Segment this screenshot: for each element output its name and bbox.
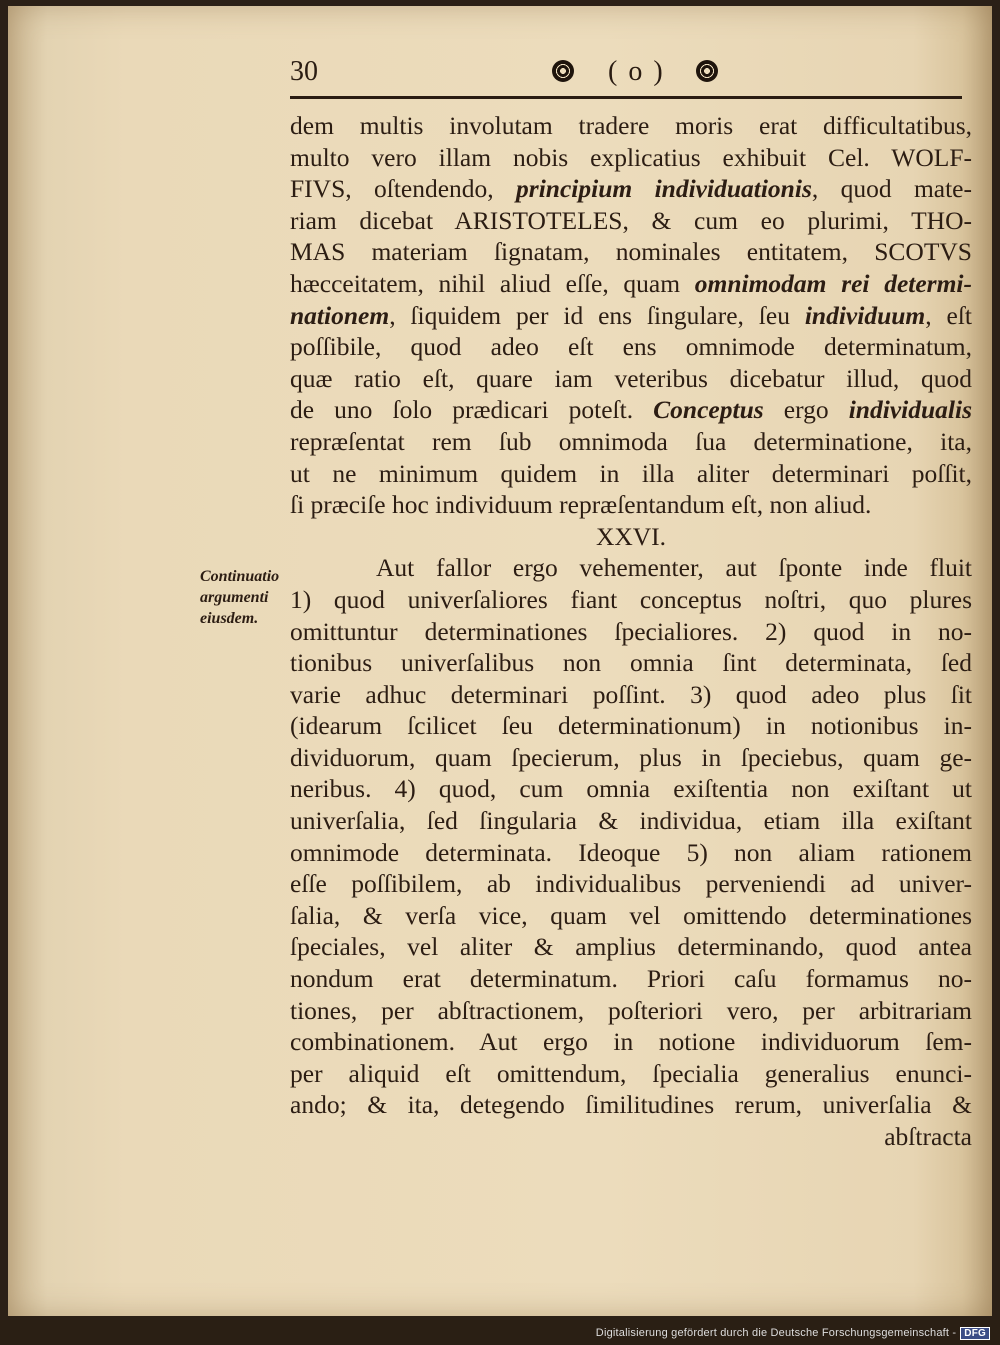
text-line	[290, 394, 972, 426]
text-span: dividuorum, quam ſpecierum, plus in ſpeciebus, quam ge-	[290, 742, 972, 772]
text-line	[290, 331, 972, 363]
text-line	[290, 426, 972, 458]
text-span: Aut fallor ergo vehementer, aut ſponte inde fluit	[376, 553, 972, 583]
text-span: ut ne minimum quidem in illa aliter determinari poſſit,	[290, 458, 972, 488]
text-line	[290, 173, 972, 205]
text-span: repræſentat rem ſub omnimoda ſua determinatione, ita,	[290, 426, 972, 456]
text-line	[290, 616, 972, 648]
margin-note-line: Continuatio	[200, 568, 280, 585]
text-line	[290, 205, 972, 237]
text-line	[290, 1089, 972, 1121]
text-span: abſtracta	[884, 1122, 972, 1151]
text-line	[290, 584, 972, 616]
margin-note-line: eiusdem.	[200, 610, 259, 627]
text-span: , eſt	[925, 300, 972, 330]
signature-mark: ( o )	[608, 56, 665, 87]
text-line	[290, 1058, 972, 1090]
page-header	[284, 54, 964, 94]
text-span: poſſibile, quod adeo eſt ens omnimode determinatum,	[290, 332, 972, 362]
text-line	[290, 742, 972, 774]
italic-span: Conceptus	[653, 395, 764, 425]
body-text	[290, 110, 972, 1153]
text-span: FIVS, oſtendendo,	[290, 174, 517, 204]
header-rule	[290, 96, 962, 99]
text-line	[290, 236, 972, 268]
page-number: 30	[290, 56, 318, 87]
text-span: (idearum ſcilicet ſeu determinationum) in notionibus in-	[290, 711, 972, 741]
text-span: tiones, per abſtractionem, poſteriori vero, per arbitrariam	[290, 995, 972, 1025]
text-span: de uno ſolo prædicari poteſt.	[290, 395, 654, 425]
text-line	[290, 552, 972, 584]
text-line	[290, 900, 972, 932]
text-span: ſi præciſe hoc individuum repræſentandum eſt, non aliud.	[290, 490, 872, 520]
text-line	[290, 647, 972, 679]
text-line	[290, 679, 972, 711]
text-line	[290, 363, 972, 395]
text-span: tionibus univerſalibus non omnia ſint determinata, ſed	[290, 648, 972, 678]
rosette-ornament-icon	[696, 60, 718, 82]
text-line	[290, 868, 972, 900]
footer-text: Digitalisierung gefördert durch die Deutsche Forschungsgemeinschaft -	[595, 1327, 957, 1339]
text-line	[290, 268, 972, 300]
text-span: per aliquid eſt omittendum, ſpecialia generalius enunci-	[290, 1058, 972, 1088]
text-line	[290, 1026, 972, 1058]
rosette-ornament-icon	[552, 60, 574, 82]
text-span: multo vero illam nobis explicatius exhibuit Cel. WOLF-	[290, 142, 972, 172]
text-line	[290, 458, 972, 490]
text-span: eſſe poſſibilem, ab individualibus perveniendi ad univer-	[290, 869, 972, 899]
text-line	[290, 837, 972, 869]
margin-note-line: argumenti	[200, 589, 269, 606]
text-span: neribus. 4) quod, cum omnia exiſtentia non exiſtant ut	[290, 774, 972, 804]
text-line	[290, 963, 972, 995]
text-line	[290, 489, 972, 521]
text-line	[290, 931, 972, 963]
text-line	[290, 773, 972, 805]
text-line	[290, 805, 972, 837]
text-span: ando; & ita, detegendo ſimilitudines rerum, univerſalia &	[290, 1090, 972, 1120]
text-line	[290, 995, 972, 1027]
text-span: MAS materiam ſignatam, nominales entitatem, SCOTVS	[290, 237, 972, 267]
text-span: varie adhuc determinari poſſint. 3) quod adeo plus ſit	[290, 679, 972, 709]
text-line	[290, 521, 972, 553]
italic-span: principium individuationis	[516, 174, 812, 204]
text-span: ſpeciales, vel aliter & amplius determinando, quod antea	[290, 932, 972, 962]
text-span: ergo	[763, 395, 849, 425]
text-span: combinationem. Aut ergo in notione individuorum ſem-	[290, 1027, 972, 1057]
text-span: riam dicebat ARISTOTELES, & cum eo plurimi, THO-	[290, 205, 972, 235]
text-span: , quod mate-	[811, 174, 972, 204]
text-span: XXVI.	[595, 521, 667, 551]
dfg-logo: DFG	[960, 1327, 990, 1340]
text-span: nondum erat determinatum. Priori caſu formamus no-	[290, 964, 972, 994]
text-span: ſalia, & verſa vice, quam vel omittendo determinationes	[290, 900, 972, 930]
italic-span: individuum	[804, 300, 926, 330]
text-span: omittuntur determinationes ſpecialiores. 2) quod in no-	[290, 616, 972, 646]
text-line	[290, 300, 972, 332]
footer-credit	[596, 1327, 990, 1340]
text-span: dem multis involutam tradere moris erat difficultatibus,	[290, 111, 972, 140]
text-span: , ſiquidem per id ens ſingulare, ſeu	[389, 300, 805, 330]
text-span: quæ ratio eſt, quare iam veteribus dicebatur illud, quod	[290, 363, 972, 393]
text-line	[290, 142, 972, 174]
text-span: omnimode determinata. Ideoque 5) non aliam rationem	[290, 837, 972, 867]
text-span: hæcceitatem, nihil aliud eſſe, quam	[290, 268, 695, 298]
text-span: 1) quod univerſaliores fiant conceptus noſtri, quo plures	[290, 584, 972, 614]
italic-span: nationem	[290, 300, 390, 330]
italic-span: omnimodam rei determi-	[694, 268, 972, 298]
text-span: univerſalia, ſed ſingularia & individua, etiam illa exiſtant	[290, 806, 972, 836]
text-line	[290, 1121, 972, 1153]
text-line	[290, 710, 972, 742]
italic-span: individualis	[848, 395, 972, 425]
text-line	[290, 110, 972, 142]
